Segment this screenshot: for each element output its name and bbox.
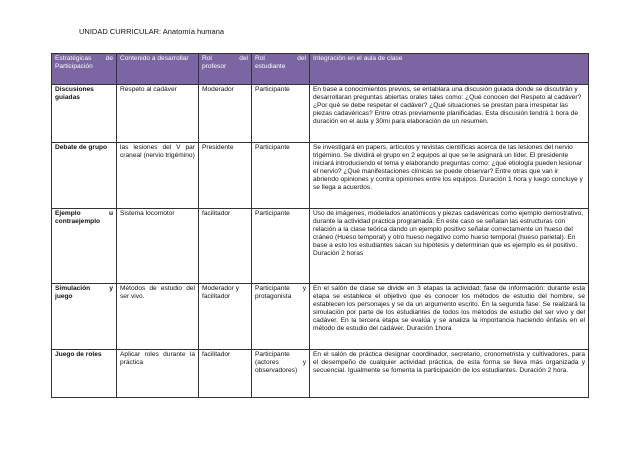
cell-student-role: Participante (actores y observadores) — [252, 350, 310, 398]
cell-strategy: Debate de grupo — [52, 143, 117, 209]
participation-strategies-table — [51, 53, 589, 398]
cell-content: Métodos de estudio del ser vivo. — [117, 284, 199, 350]
cell-student-role: Participante y protagonista — [252, 284, 310, 350]
table-row — [52, 143, 589, 209]
cell-teacher-role: Moderador y facilitador — [199, 284, 252, 350]
cell-content: las lesiones del V par craneal (nervio trigémino) — [117, 143, 199, 209]
cell-integration: En el salón de clase se divide en 3 etapas la actividad: fase de información: durante esta etapa se establece el objetivo que es conocer los métodos de estudio del hombre, se establecen los personajes y se da un argumento escrito. En la segunda fase: Se realizará la simulación por parte de los estudiantes de todos los métodos de estudio del ser vivo y del cadáver. En la tercera etapa se evalúa y se analiza la importancia haciendo énfasis en el método de estudio del cadáver. Duración 1hora — [310, 284, 589, 350]
cell-integration: Se investigará en papers, artículos y revistas científicas acerca de las lesiones del nervio trigémino. Se dividirá el grupo en 2 equipos al que se le asignará un líder. El presidente iniciará introduciendo el tema y elaborando preguntas como: ¿qué etiología pueden lesionar el nervio? ¿Qué manifestaciones clínicas se puede observar? Entre otras que van ir abriendo opiniones y contra opiniones entre los equipos. Duración 1 hora y luego concluye y se llega a acuerdos. — [310, 143, 589, 209]
table-header-row — [52, 54, 589, 85]
header-student-role: Rol del estudiante — [252, 54, 310, 85]
cell-strategy: Ejemplo u contraejemplo — [52, 209, 117, 284]
header-integration: Integración en el aula de clase — [310, 54, 589, 85]
cell-integration: Uso de imágenes, modelados anatómicos y piezas cadavéricas como ejemplo demostrativo, durante la actividad practica programada. En este caso se señalan las estructuras con relación a la clase teórica dando un ejemplo positivo señalar correctamente un hueso del cráneo (Hueso temporal) y otro hueso negativo como hueso temporal (hueso parietal). En base a esto los estudiantes sacan su hipótesis y determinan que es ejemplo es el positivo. Duración 2 horas — [310, 209, 589, 284]
cell-teacher-role: Moderador — [199, 85, 252, 143]
cell-integration: En base a conocimientos previos, se entablara una discusión guiada donde se discutirán y desarrollaran preguntas abiertas orales tales como: ¿Qué conocen del Respeto al cadáver? ¿Por qué se debe respetar el cadáver? ¿Qué situaciones se prestan para irrespetar las piezas cadavéricas? Entre otras previamente planificadas. Esta discusión tendrá 1 hora de duración en el aula y 30mi para elaboración de un resumen. — [310, 85, 589, 143]
document-title: UNIDAD CURRICULAR: Anatomía humana — [79, 27, 225, 36]
cell-integration: En el salón de práctica designar coordinador, secretario, cronometrista y cultivadores, para el desempeño de cualquier actividad práctica, de esta forma se lleva más organizada y secuencial. Igualmente se fomenta la participación de los estudiantes. Duración 2 hora. — [310, 350, 589, 398]
table-row — [52, 350, 589, 398]
cell-content: Aplicar roles durante la práctica — [117, 350, 199, 398]
cell-teacher-role: facilitador — [199, 350, 252, 398]
cell-teacher-role: Presidente — [199, 143, 252, 209]
cell-strategy: Juego de roles — [52, 350, 117, 398]
cell-teacher-role: facilitador — [199, 209, 252, 284]
header-content: Contenido a desarrollar — [117, 54, 199, 85]
table-row — [52, 85, 589, 143]
table-row — [52, 209, 589, 284]
cell-strategy: Discusiones guiadas — [52, 85, 117, 143]
cell-content: Sistema locomotor — [117, 209, 199, 284]
header-strategies: Estratégicas de Participación — [52, 54, 117, 85]
cell-student-role: Participante — [252, 209, 310, 284]
cell-content: Respeto al cadáver — [117, 85, 199, 143]
cell-student-role: Participante — [252, 85, 310, 143]
table-row — [52, 284, 589, 350]
cell-student-role: Participante — [252, 143, 310, 209]
header-teacher-role: Rol del profesor — [199, 54, 252, 85]
cell-strategy: Simulación y juego — [52, 284, 117, 350]
